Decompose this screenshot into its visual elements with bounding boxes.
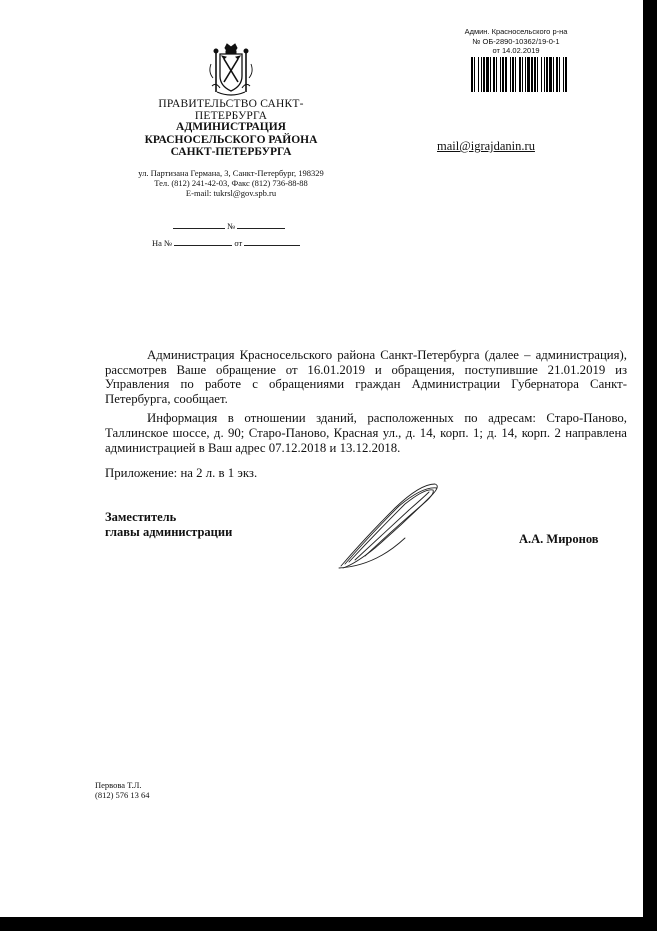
body-paragraph: Информация в отношении зданий, расположенных по адресам: Старо-Паново, Таллинское шоссе, д. 90; Старо-Паново, Красная ул., д. 14, корп. 1; д. 14, корп. 2 направлена администрацией в Ваш адрес 07.12.2018 и 13.12.2018. xyxy=(105,411,627,455)
registration-stamp xyxy=(462,27,570,56)
barcode-bar xyxy=(474,57,475,92)
stamp-date: от 14.02.2019 xyxy=(492,46,540,55)
email-line: E-mail: tukrsl@gov.spb.ru xyxy=(185,188,277,198)
barcode-bar xyxy=(502,57,504,92)
barcode-bar xyxy=(496,57,497,92)
administration-line: САНКТ-ПЕТЕРБУРГА xyxy=(170,146,292,158)
barcode-bar xyxy=(525,57,526,92)
government-title: ПРАВИТЕЛЬСТВО САНКТ-ПЕТЕРБУРГА xyxy=(158,98,304,122)
barcode-bar xyxy=(546,57,548,92)
contact-block xyxy=(120,168,342,198)
reply-number-blank xyxy=(174,237,232,246)
barcode-bar xyxy=(510,57,511,92)
stamp-number: № ОБ-2890-10362/19-0-1 xyxy=(472,36,560,46)
date-blank xyxy=(173,220,225,229)
barcode-bar xyxy=(553,57,554,92)
administration-line: КРАСНОСЕЛЬСКОГО РАЙОНА xyxy=(144,133,318,146)
address-line: ул. Партизана Германа, 3, Санкт-Петербург, 198329 xyxy=(138,168,324,178)
signatory-title xyxy=(105,510,232,540)
letter-body xyxy=(105,348,627,460)
reply-to-line xyxy=(152,237,300,248)
signatory-name: А.А. Миронов xyxy=(519,532,599,546)
executor-block xyxy=(95,780,150,800)
signatory-title-line: Заместитель xyxy=(105,510,177,524)
from-label: от xyxy=(234,238,243,248)
reply-date-blank xyxy=(244,237,300,246)
barcode-bar xyxy=(505,57,507,92)
administration-line: АДМИНИСТРАЦИЯ xyxy=(176,121,286,133)
barcode-bar xyxy=(537,57,538,92)
barcode-bar xyxy=(515,57,516,92)
scan-edge-bottom xyxy=(0,917,657,931)
barcode-bar xyxy=(493,57,495,92)
attachment-note: Приложение: на 2 л. в 1 экз. xyxy=(105,466,258,480)
barcode-bar xyxy=(519,57,521,92)
reply-to-label: На № xyxy=(152,238,173,248)
barcode-bar xyxy=(512,57,514,92)
handwritten-signature xyxy=(335,478,443,574)
administration-title xyxy=(120,121,342,159)
barcode-bar xyxy=(522,57,523,92)
outgoing-number-line xyxy=(173,220,285,231)
barcode-bar xyxy=(500,57,501,92)
barcode-image xyxy=(470,57,568,92)
barcode-bar xyxy=(565,57,567,92)
executor-name: Первова Т.Л. xyxy=(95,780,142,790)
barcode-bar xyxy=(559,57,560,92)
barcode-bar xyxy=(486,57,489,92)
executor-phone: (812) 576 13 64 xyxy=(95,790,150,800)
barcode-bar xyxy=(483,57,485,92)
barcode-bar xyxy=(549,57,552,92)
barcode-bar xyxy=(527,57,530,92)
barcode-bar xyxy=(531,57,533,92)
phone-fax-line: Тел. (812) 241-42-03, Факс (812) 736-88-88 xyxy=(154,178,308,188)
stamp-org: Админ. Красносельского р-на xyxy=(464,27,568,36)
barcode-bar xyxy=(556,57,558,92)
barcode-bar xyxy=(563,57,564,92)
barcode-bar xyxy=(544,57,545,92)
signatory-title-line: главы администрации xyxy=(105,525,233,539)
number-sign: № xyxy=(227,221,236,231)
barcode-bar xyxy=(534,57,536,92)
barcode-bar xyxy=(481,57,482,92)
number-blank xyxy=(237,220,285,229)
body-paragraph: Администрация Красносельского района Санкт-Петербурга (далее – администрация), рассмотрев Ваше обращение от 16.01.2019 и обращения, поступившие 21.01.2019 из Управления по работе с обращениями граждан Администрации Губернатора Санкт-Петербурга, сообщает. xyxy=(105,348,627,406)
barcode-bar xyxy=(490,57,491,92)
scan-edge-right xyxy=(643,0,657,931)
barcode-bar xyxy=(478,57,479,92)
coat-of-arms-emblem xyxy=(207,42,255,98)
barcode-bar xyxy=(541,57,542,92)
barcode-bar xyxy=(471,57,473,92)
recipient-email: mail@igrajdanin.ru xyxy=(437,139,535,153)
